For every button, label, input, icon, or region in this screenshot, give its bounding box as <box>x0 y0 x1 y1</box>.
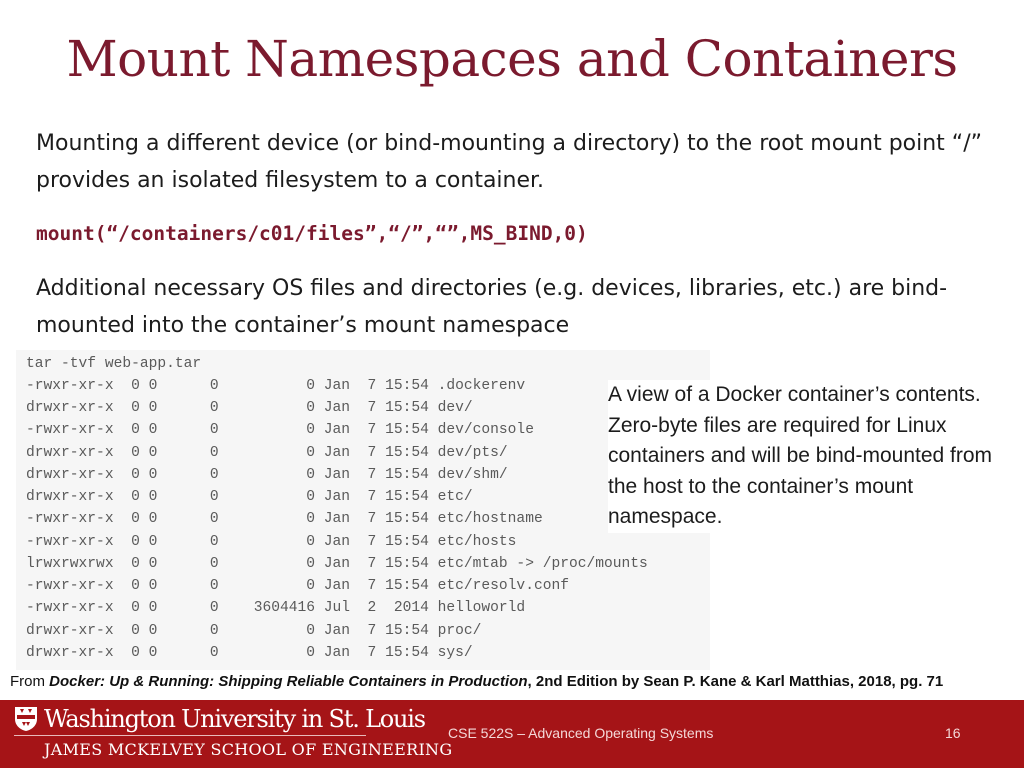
terminal-line: -rwxr-xr-x 0 0 0 3604416 Jul 2 2014 helloworld <box>26 600 526 616</box>
terminal-line: drwxr-xr-x 0 0 0 0 Jan 7 15:54 proc/ <box>26 623 482 639</box>
terminal-line: lrwxrwxrwx 0 0 0 0 Jan 7 15:54 etc/mtab -> /proc/mounts <box>26 556 648 572</box>
footer-bar <box>0 700 1024 768</box>
university-shield-icon <box>14 706 38 732</box>
terminal-line: -rwxr-xr-x 0 0 0 0 Jan 7 15:54 etc/resolv.conf <box>26 578 569 594</box>
terminal-listing <box>16 350 710 670</box>
intro-paragraph: Mounting a different device (or bind-mounting a directory) to the root mount point “/” provides an isolated filesystem to a container. <box>36 131 982 193</box>
source-citation <box>10 673 943 690</box>
slide-title: Mount Namespaces and Containers <box>66 30 958 88</box>
terminal-line: -rwxr-xr-x 0 0 0 0 Jan 7 15:54 etc/hosts <box>26 534 517 550</box>
terminal-line: drwxr-xr-x 0 0 0 0 Jan 7 15:54 dev/pts/ <box>26 445 508 461</box>
terminal-line: drwxr-xr-x 0 0 0 0 Jan 7 15:54 dev/ <box>26 400 473 416</box>
page-number: 16 <box>945 725 961 741</box>
terminal-line: -rwxr-xr-x 0 0 0 0 Jan 7 15:54 dev/console <box>26 422 534 438</box>
citation-prefix: From <box>10 673 50 690</box>
terminal-line: drwxr-xr-x 0 0 0 0 Jan 7 15:54 sys/ <box>26 645 473 661</box>
university-wordmark: Washington University in St. Louis <box>44 705 425 733</box>
terminal-line: drwxr-xr-x 0 0 0 0 Jan 7 15:54 etc/ <box>26 489 473 505</box>
wordmark-divider <box>14 735 366 736</box>
image-caption: A view of a Docker container’s contents. Zero-byte files are required for Linux containers and will be bind-mounted from the host to the container’s mount namespace. <box>608 380 1008 533</box>
school-name: JAMES MCKELVEY SCHOOL OF ENGINEERING <box>44 740 453 759</box>
course-title: CSE 522S – Advanced Operating Systems <box>448 725 714 741</box>
terminal-line: drwxr-xr-x 0 0 0 0 Jan 7 15:54 dev/shm/ <box>26 467 508 483</box>
citation-details: , 2nd Edition by Sean P. Kane & Karl Matthias, 2018, pg. 71 <box>527 673 944 690</box>
citation-book-title: Docker: Up & Running: Shipping Reliable Containers in Production <box>49 673 528 690</box>
terminal-line: -rwxr-xr-x 0 0 0 0 Jan 7 15:54 .dockerenv <box>26 378 526 394</box>
terminal-line: -rwxr-xr-x 0 0 0 0 Jan 7 15:54 etc/hostname <box>26 511 543 527</box>
mount-code-snippet: mount(“/containers/c01/files”,“/”,“”,MS_BIND,0) <box>36 222 588 245</box>
bind-mount-paragraph: Additional necessary OS files and directories (e.g. devices, libraries, etc.) are bind-mounted into the container’s mount namespace <box>36 276 948 338</box>
terminal-line: tar -tvf web-app.tar <box>26 356 202 372</box>
